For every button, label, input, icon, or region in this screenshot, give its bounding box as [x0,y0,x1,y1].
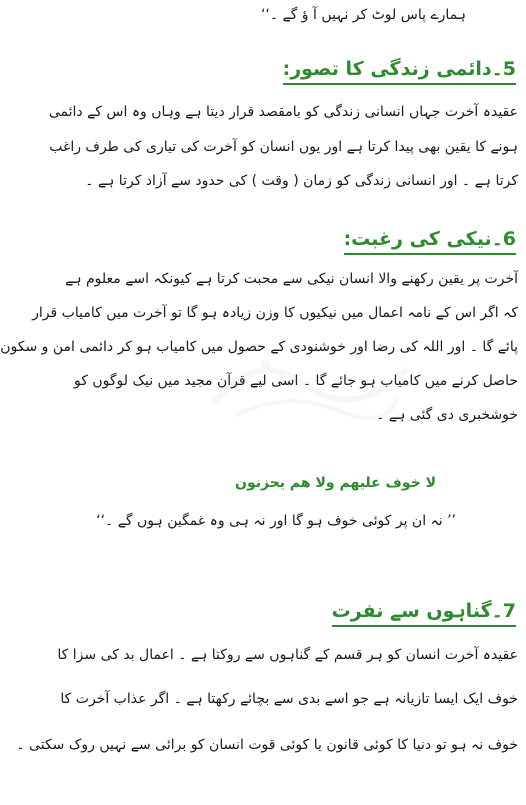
section-7-line-3: خوف نہ ہو تو دنیا کا کوئی قانون یا کوئی قوت انسان کو برائی سے نہیں روک سکتی ۔ [16,737,518,753]
section-5-heading: 5۔دائمی زندگی کا تصور: [283,56,516,85]
section-5-line-1: عقیدہ آخرت جہاں انسانی زندگی کو بامقصد قرار دیتا ہے وہاں وہ اس کے دائمی [48,104,518,120]
section-7-heading: 7۔گناہوں سے نفرت [332,598,516,627]
section-6-line-2: کہ اگر اس کے نامہ اعمال میں نیکیوں کا وزن زیادہ ہو گا تو آخرت میں کامیاب قرار [32,305,518,321]
section-6-line-1: آخرت پر یقین رکھنے والا انسان نیکی سے محبت کرتا ہے کیونکہ اسے معلوم ہے [65,271,518,287]
section-7-line-2: خوف ایک ایسا تازیانہ ہے جو اسے بدی سے بچائے رکھتا ہے ۔ اگر عذاب آخرت کا [60,691,518,707]
intro-closing-line: ہمارے پاس لوٹ کر نہیں آ ؤ گے ۔‘‘ [260,7,466,23]
section-7-line-1: عقیدہ آخرت انسان کو ہر قسم کے گناہوں سے روکتا ہے ۔ اعمال بد کی سزا کا [57,647,518,663]
section-6-line-3: پائے گا ۔ اور اللہ کی رضا اور خوشنودی کے حصول میں کامیاب ہو کر دائمی امن و سکون [0,339,518,355]
quran-quote-arabic: لا خوف علیھم ولا ھم یحزنون [235,475,436,491]
section-5-line-3: کرتا ہے ۔ اور انسانی زندگی کو زمان ( وقت ) کی حدود سے آزاد کرتا ہے ۔ [85,173,518,189]
section-5-line-2: ہونے کا یقین بھی پیدا کرتا ہے اور یوں انسان کو آخرت کی تیاری کی طرف راغب [49,139,518,155]
watermark-logo [196,330,426,430]
quran-quote-translation: ’’ نہ ان پر کوئی خوف ہو گا اور نہ ہی وہ غمگین ہوں گے ۔‘‘ [96,513,456,529]
section-6-line-4: حاصل کرنے میں کامیاب ہو جائے گا ۔ اسی لیے قرآن مجید میں نیک لوگوں کو [73,373,518,389]
section-6-line-5: خوشخبری دی گئی ہے ۔ [376,407,518,423]
section-6-heading: 6۔نیکی کی رغبت: [344,226,516,255]
